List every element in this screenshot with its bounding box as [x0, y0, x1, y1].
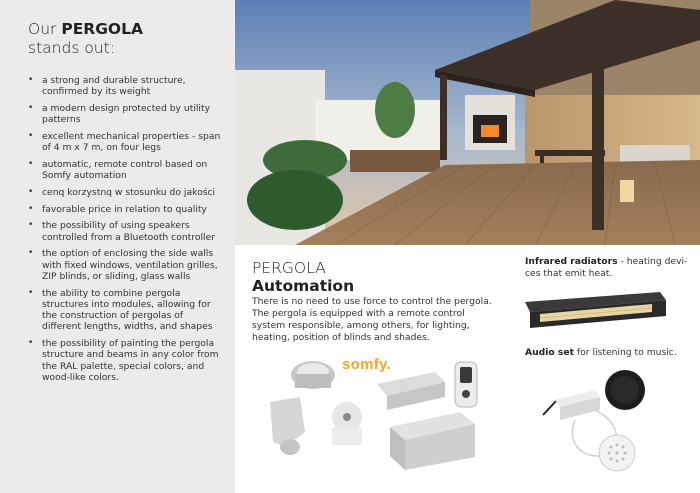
feature-item: • the possibility of using speakers controlled from a Bluetooth controller [28, 220, 221, 243]
somfy-logo: somfy. [342, 356, 392, 373]
audio-description: Audio set for listening to music. [525, 347, 677, 358]
audio-set-photo [535, 365, 665, 475]
feature-item: • a modern design protected by utility patterns [28, 103, 221, 126]
pergola-terrace-photo [235, 0, 700, 245]
automation-heading: PERGOLA Automation [252, 259, 355, 295]
feature-item: • the possibility of painting the pergola structure and beams in any color from the RAL palette, special colors, and wood-like colors. [28, 338, 221, 383]
infrared-radiator-photo [520, 290, 670, 330]
feature-column [0, 0, 235, 493]
feature-item: • excellent mechanical properties - span of 4 m x 7 m, on four legs [28, 131, 221, 154]
feature-item: • the ability to combine pergola structures into modules, allowing for the construction of pergolas of different lengths, widths, and shapes [28, 288, 221, 333]
feature-list [28, 75, 221, 383]
feature-item: • automatic, remote control based on Somfy automation [28, 159, 221, 182]
feature-item: • a strong and durable structure, confirmed by its weight [28, 75, 221, 98]
infrared-description: Infrared radiators - heating devi-ces that emit heat. [525, 256, 688, 279]
automation-description: There is no need to use force to control the pergola. The pergola is equipped with a remote control system responsible, among others, for lighting, heating, position of blinds and shades. [252, 296, 492, 343]
feature-item: • the option of enclosing the side walls with fixed windows, ventilation grilles, ZIP blinds, or sliding, glass walls [28, 248, 221, 282]
feature-item: • cenq korzystnq w stosunku do jakości [28, 187, 221, 198]
feature-item: • favorable price in relation to quality [28, 204, 221, 215]
feature-heading: Our PERGOLA stands out: [28, 20, 143, 57]
brand-word: PERGOLA [61, 20, 143, 38]
